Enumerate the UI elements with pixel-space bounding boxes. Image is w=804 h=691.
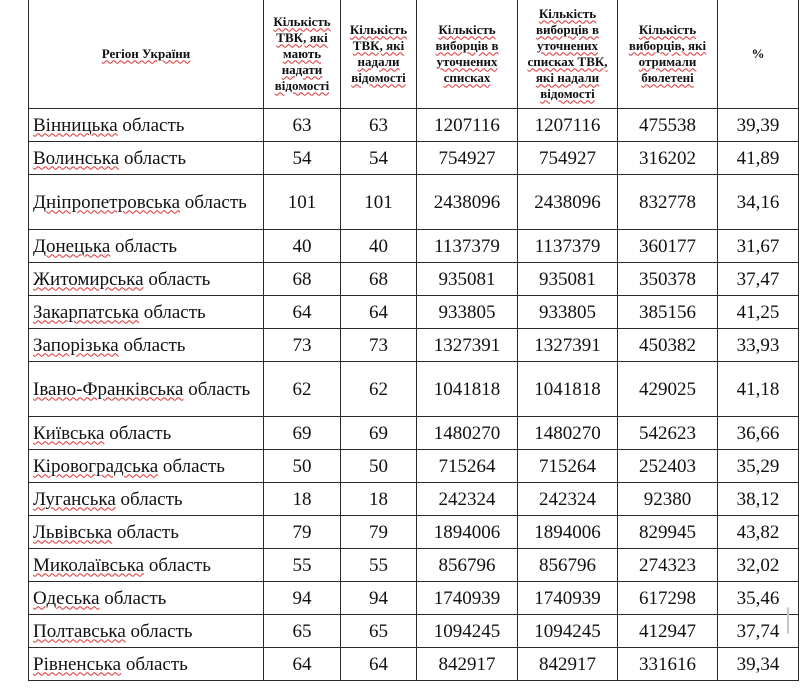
cell-voters-lists-reported: 1094245	[518, 615, 618, 648]
region-name: Київська	[33, 422, 105, 444]
cell-voters-lists: 2438096	[417, 175, 518, 230]
cell-tvk-required: 94	[264, 582, 341, 615]
cell-voters-lists: 1327391	[417, 329, 518, 362]
cell-tvk-reported: 64	[341, 648, 417, 681]
cell-voters-lists: 1137379	[417, 230, 518, 263]
table-row	[29, 648, 799, 681]
cell-voters-lists-reported: 933805	[518, 296, 618, 329]
cell-region	[29, 362, 264, 417]
cell-tvk-reported: 18	[341, 483, 417, 516]
cell-tvk-reported: 55	[341, 549, 417, 582]
region-name: Житомирська	[33, 268, 144, 290]
table-row	[29, 175, 799, 230]
cell-percent: 41,18	[718, 362, 799, 417]
cell-voters-lists-reported: 1041818	[518, 362, 618, 417]
region-name: Донецька	[33, 235, 111, 257]
header-row	[29, 0, 799, 109]
cell-voters-lists: 1740939	[417, 582, 518, 615]
region-name: Кіровоградська	[33, 455, 159, 477]
table-row	[29, 582, 799, 615]
cell-voters-lists-reported: 1327391	[518, 329, 618, 362]
region-name: Запорізька	[33, 334, 119, 356]
region-suffix: область	[138, 301, 206, 323]
cell-tvk-required: 50	[264, 450, 341, 483]
cell-ballots-received: 429025	[618, 362, 718, 417]
cell-tvk-reported: 64	[341, 296, 417, 329]
table-body	[29, 109, 799, 681]
cell-voters-lists: 242324	[417, 483, 518, 516]
cell-voters-lists: 1041818	[417, 362, 518, 417]
cell-tvk-reported: 73	[341, 329, 417, 362]
table-row	[29, 230, 799, 263]
cell-voters-lists-reported: 1480270	[518, 417, 618, 450]
cell-voters-lists: 856796	[417, 549, 518, 582]
election-results-table	[28, 0, 799, 681]
cell-ballots-received: 617298	[618, 582, 718, 615]
table-row	[29, 450, 799, 483]
region-suffix: область	[121, 653, 188, 675]
region-suffix: область	[144, 554, 211, 576]
region-suffix: область	[180, 191, 247, 213]
region-name: Полтавська	[33, 620, 126, 642]
cell-tvk-reported: 50	[341, 450, 417, 483]
cell-voters-lists: 1480270	[417, 417, 518, 450]
cell-region	[29, 417, 264, 450]
header-percent: %	[718, 0, 799, 109]
cell-ballots-received: 316202	[618, 142, 718, 175]
cell-tvk-required: 65	[264, 615, 341, 648]
cell-voters-lists: 1894006	[417, 516, 518, 549]
table-row	[29, 615, 799, 648]
cell-voters-lists-reported: 715264	[518, 450, 618, 483]
region-name: Волинська	[33, 147, 120, 169]
cell-voters-lists-reported: 1740939	[518, 582, 618, 615]
cell-region	[29, 329, 264, 362]
cell-region	[29, 109, 264, 142]
cell-tvk-reported: 63	[341, 109, 417, 142]
cell-region	[29, 582, 264, 615]
cell-region	[29, 615, 264, 648]
cell-ballots-received: 475538	[618, 109, 718, 142]
cell-tvk-required: 101	[264, 175, 341, 230]
cell-tvk-required: 63	[264, 109, 341, 142]
region-suffix: область	[158, 455, 225, 477]
cell-tvk-reported: 79	[341, 516, 417, 549]
cell-voters-lists: 754927	[417, 142, 518, 175]
cell-ballots-received: 829945	[618, 516, 718, 549]
table-row	[29, 483, 799, 516]
cell-percent: 35,29	[718, 450, 799, 483]
region-suffix: область	[183, 378, 251, 400]
cell-percent: 37,47	[718, 263, 799, 296]
cell-percent: 37,74	[718, 615, 799, 648]
cell-percent: 35,46	[718, 582, 799, 615]
cell-percent: 41,25	[718, 296, 799, 329]
table-row	[29, 109, 799, 142]
cell-region	[29, 450, 264, 483]
cell-percent: 38,12	[718, 483, 799, 516]
cell-tvk-required: 64	[264, 648, 341, 681]
table-row	[29, 362, 799, 417]
cell-voters-lists: 715264	[417, 450, 518, 483]
cell-region	[29, 516, 264, 549]
cell-tvk-required: 40	[264, 230, 341, 263]
region-name: Закарпатська	[33, 301, 139, 323]
table-row	[29, 516, 799, 549]
region-suffix: область	[117, 114, 185, 136]
cell-tvk-required: 54	[264, 142, 341, 175]
cell-voters-lists: 842917	[417, 648, 518, 681]
cell-percent: 32,02	[718, 549, 799, 582]
cell-tvk-reported: 65	[341, 615, 417, 648]
cell-region	[29, 296, 264, 329]
cell-region	[29, 648, 264, 681]
watermark-fragment: ▏	[787, 608, 804, 633]
cell-ballots-received: 350378	[618, 263, 718, 296]
region-name: Рівненська	[33, 653, 122, 675]
cell-ballots-received: 252403	[618, 450, 718, 483]
cell-tvk-required: 69	[264, 417, 341, 450]
cell-percent: 33,93	[718, 329, 799, 362]
table-row	[29, 263, 799, 296]
region-name: Івано-Франківська	[33, 378, 184, 400]
cell-tvk-reported: 54	[341, 142, 417, 175]
region-suffix: область	[119, 147, 186, 169]
header-ballots-received: Кількість виборців, які отримали бюлетені	[618, 0, 718, 109]
cell-voters-lists-reported: 754927	[518, 142, 618, 175]
region-name: Одеська	[33, 587, 100, 609]
cell-voters-lists: 935081	[417, 263, 518, 296]
region-suffix: область	[118, 334, 186, 356]
cell-region	[29, 175, 264, 230]
cell-voters-lists: 1207116	[417, 109, 518, 142]
cell-tvk-required: 64	[264, 296, 341, 329]
cell-tvk-reported: 101	[341, 175, 417, 230]
table-row	[29, 417, 799, 450]
cell-ballots-received: 331616	[618, 648, 718, 681]
cell-tvk-required: 62	[264, 362, 341, 417]
header-region: Регіон України	[29, 0, 264, 109]
cell-percent: 41,89	[718, 142, 799, 175]
table-row	[29, 549, 799, 582]
cell-tvk-reported: 94	[341, 582, 417, 615]
cell-ballots-received: 385156	[618, 296, 718, 329]
cell-region	[29, 230, 264, 263]
table-row	[29, 142, 799, 175]
cell-region	[29, 483, 264, 516]
table-row	[29, 296, 799, 329]
cell-voters-lists-reported: 1207116	[518, 109, 618, 142]
cell-tvk-required: 55	[264, 549, 341, 582]
region-name: Миколаївська	[33, 554, 145, 576]
region-name: Вінницька	[33, 114, 118, 136]
cell-voters-lists-reported: 856796	[518, 549, 618, 582]
cell-tvk-reported: 69	[341, 417, 417, 450]
cell-percent: 43,82	[718, 516, 799, 549]
cell-tvk-required: 18	[264, 483, 341, 516]
region-suffix: область	[110, 235, 178, 257]
cell-ballots-received: 832778	[618, 175, 718, 230]
region-suffix: область	[104, 422, 172, 444]
cell-tvk-required: 79	[264, 516, 341, 549]
table-row	[29, 329, 799, 362]
region-name: Дніпропетровська	[33, 191, 181, 213]
cell-voters-lists-reported: 1137379	[518, 230, 618, 263]
cell-ballots-received: 360177	[618, 230, 718, 263]
region-suffix: область	[143, 268, 211, 290]
cell-percent: 36,66	[718, 417, 799, 450]
cell-tvk-reported: 40	[341, 230, 417, 263]
cell-voters-lists-reported: 242324	[518, 483, 618, 516]
cell-ballots-received: 450382	[618, 329, 718, 362]
cell-ballots-received: 274323	[618, 549, 718, 582]
cell-tvk-required: 68	[264, 263, 341, 296]
cell-voters-lists: 933805	[417, 296, 518, 329]
cell-voters-lists: 1094245	[417, 615, 518, 648]
cell-tvk-reported: 68	[341, 263, 417, 296]
region-suffix: область	[99, 587, 167, 609]
cell-voters-lists-reported: 842917	[518, 648, 618, 681]
cell-ballots-received: 92380	[618, 483, 718, 516]
cell-region	[29, 549, 264, 582]
cell-voters-lists-reported: 2438096	[518, 175, 618, 230]
header-voters-lists: Кількість виборців в уточнених списках	[417, 0, 518, 109]
cell-region	[29, 263, 264, 296]
header-voters-lists-reported: Кількість виборців в уточнених списках ТВК, які надали відомості	[518, 0, 618, 109]
region-suffix: область	[115, 488, 183, 510]
cell-percent: 39,34	[718, 648, 799, 681]
cell-tvk-reported: 62	[341, 362, 417, 417]
region-name: Луганська	[33, 488, 116, 510]
cell-voters-lists-reported: 935081	[518, 263, 618, 296]
cell-percent: 31,67	[718, 230, 799, 263]
header-tvk-reported: Кількість ТВК, які надали відомості	[341, 0, 417, 109]
cell-tvk-required: 73	[264, 329, 341, 362]
header-tvk-required: Кількість ТВК, які мають надати відомості	[264, 0, 341, 109]
cell-ballots-received: 542623	[618, 417, 718, 450]
cell-ballots-received: 412947	[618, 615, 718, 648]
region-name: Львівська	[33, 521, 113, 543]
region-suffix: область	[112, 521, 179, 543]
cell-percent: 34,16	[718, 175, 799, 230]
cell-percent: 39,39	[718, 109, 799, 142]
cell-voters-lists-reported: 1894006	[518, 516, 618, 549]
cell-region	[29, 142, 264, 175]
region-suffix: область	[125, 620, 193, 642]
